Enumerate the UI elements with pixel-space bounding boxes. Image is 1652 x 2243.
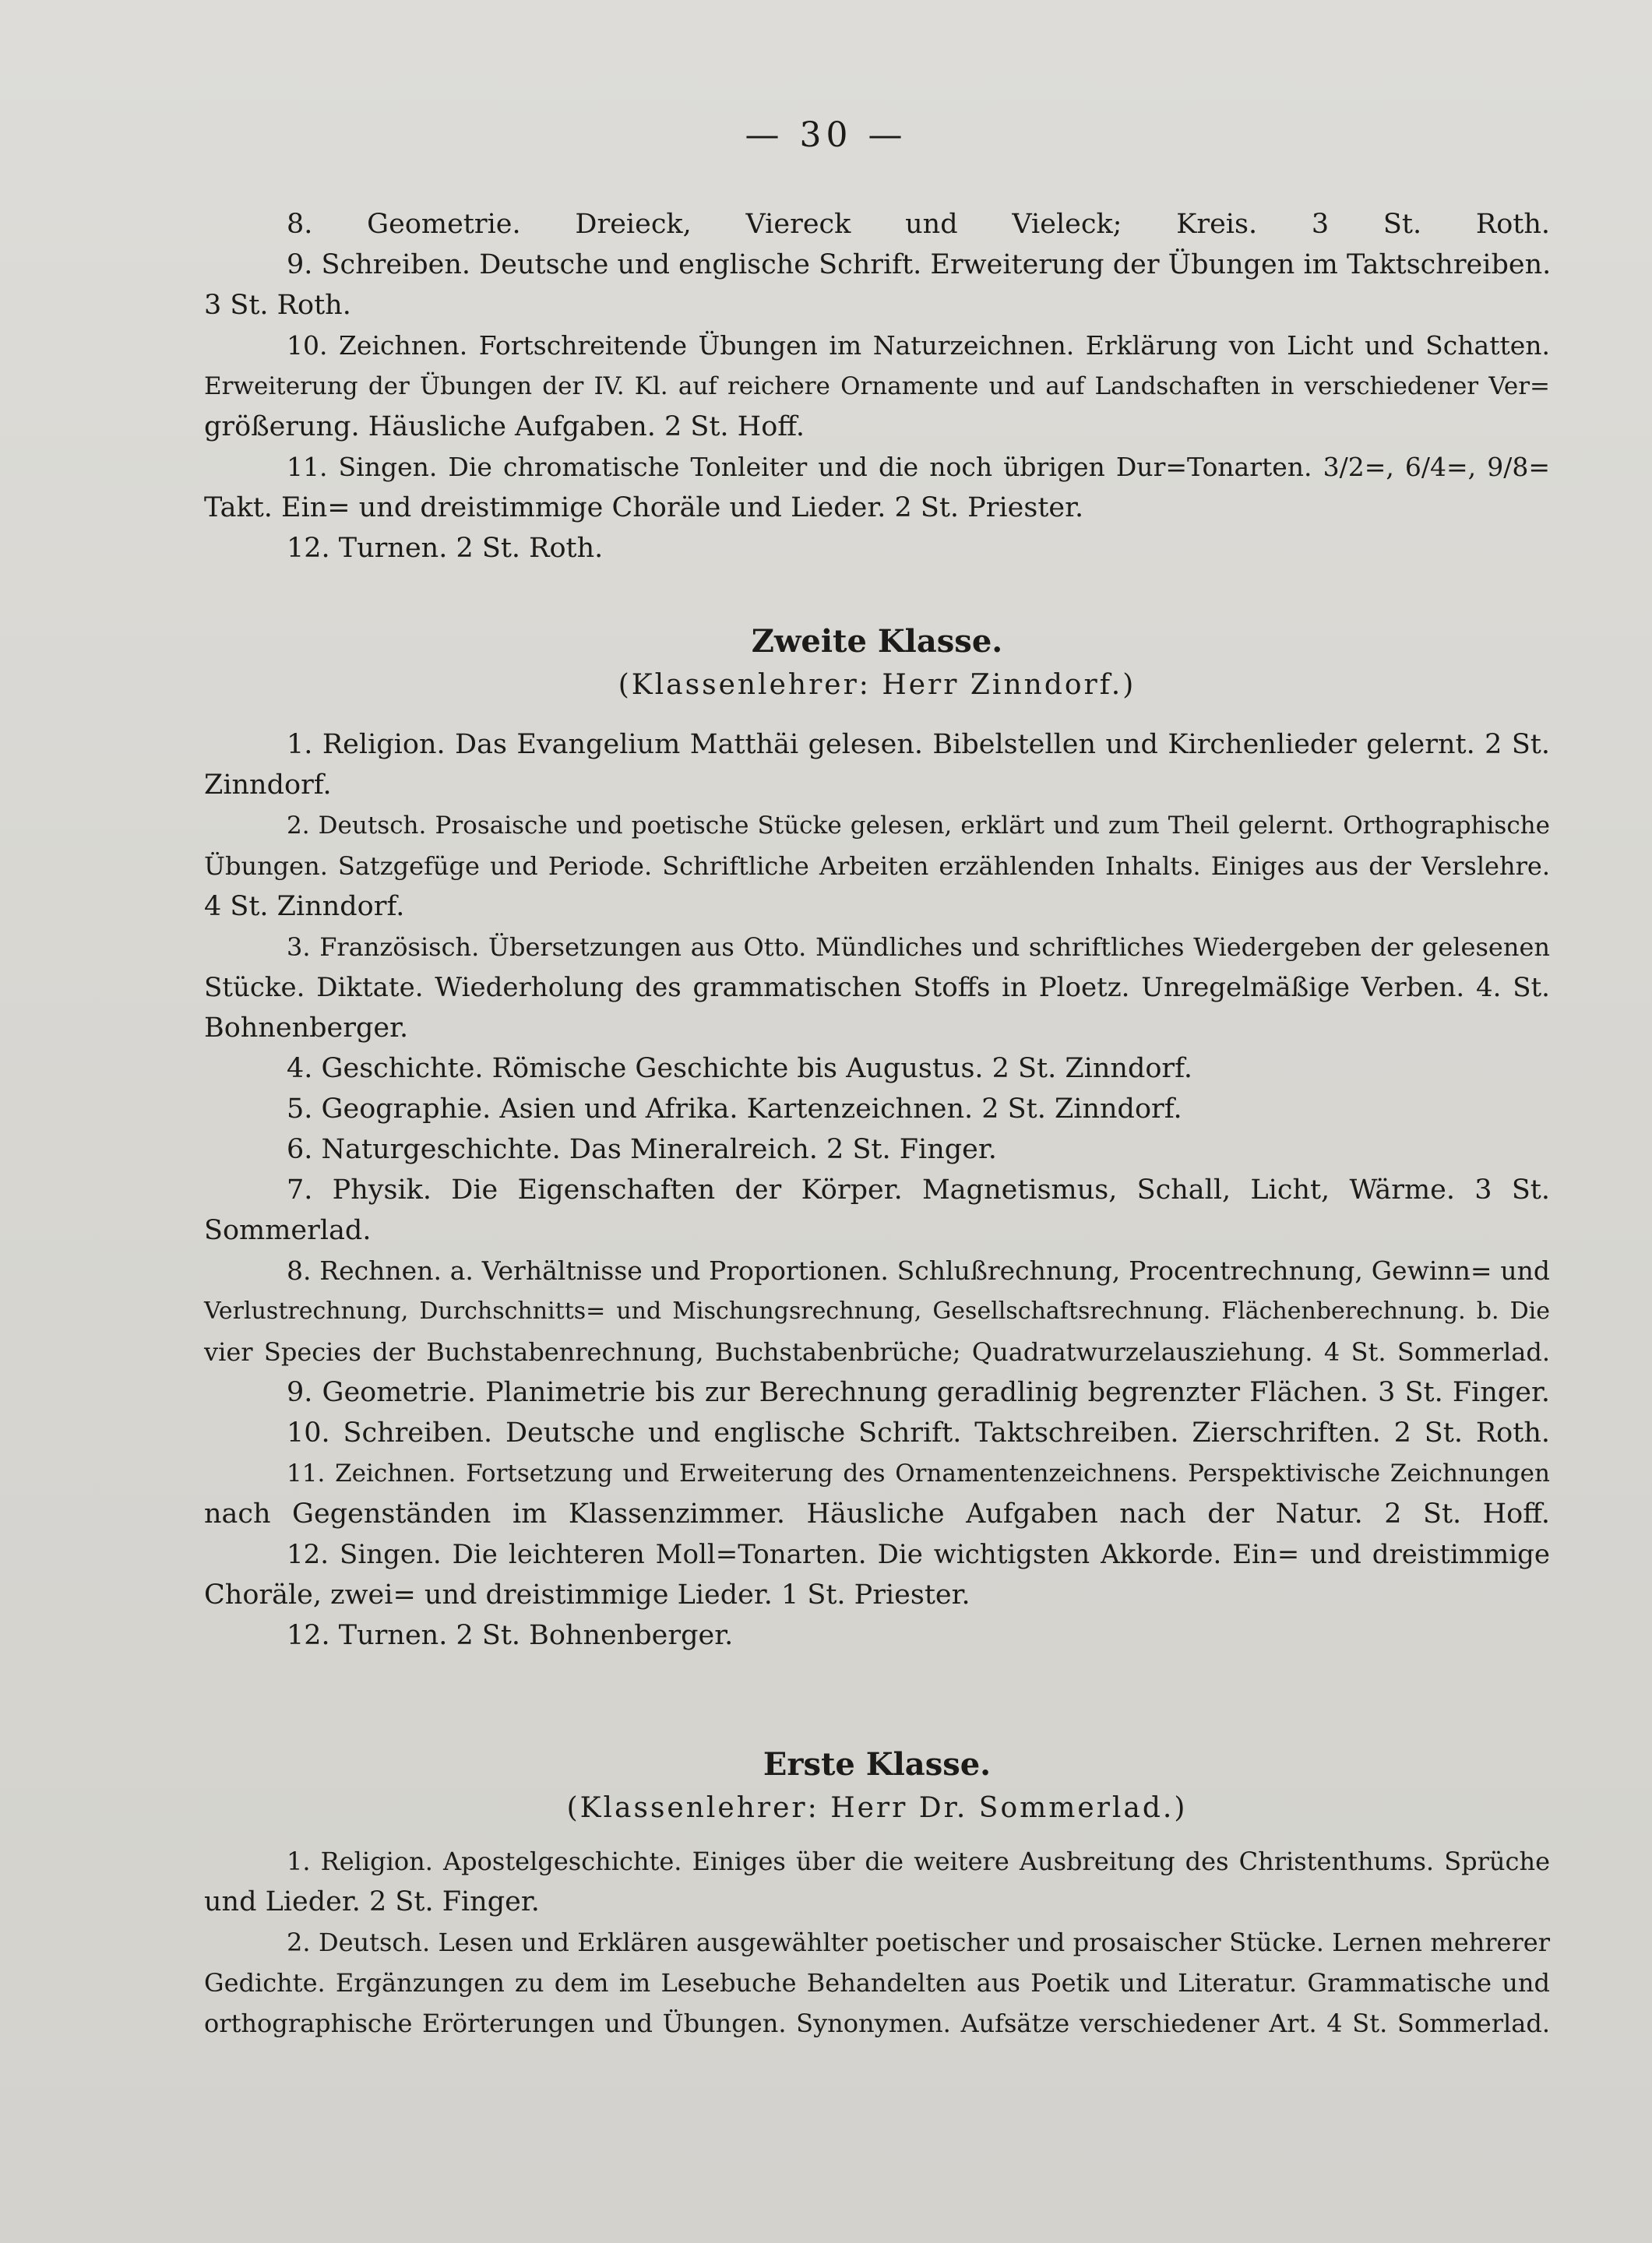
text-line: Stücke. Diktate. Wiederholung des grammatischen Stoffs in Ploetz. Unregelmäßige Verben. 4. St. [204, 972, 1550, 1003]
text-line: 2. Deutsch. Prosaische und poetische Stücke gelesen, erklärt und zum Theil gelernt. Orthographische [287, 812, 1550, 840]
text-line: 6. Naturgeschichte. Das Mineralreich. 2 St. Finger. [287, 1134, 997, 1165]
text-line: Takt. Ein= und dreistimmige Choräle und Lieder. 2 St. Priester. [204, 492, 1084, 523]
text-line: 12. Turnen. 2 St. Roth. [287, 533, 604, 564]
page-number: — 30 — [745, 115, 907, 155]
text-line: Übungen. Satzgefüge und Periode. Schriftliche Arbeiten erzählenden Inhalts. Einiges aus der Verslehre. [204, 851, 1550, 881]
text-line: 7. Physik. Die Eigenschaften der Körper. Magnetismus, Schall, Licht, Wärme. 3 St. [287, 1174, 1550, 1206]
text-line: 11. Singen. Die chromatische Tonleiter und die noch übrigen Dur=Tonarten. 3/2=, 6/4=, 9/8= [287, 452, 1550, 482]
text-line: und Lieder. 2 St. Finger. [204, 1886, 540, 1917]
text-line: 12. Singen. Die leichteren Moll=Tonarten. Die wichtigsten Akkorde. Ein= und dreistimmige [287, 1539, 1550, 1570]
text-line: orthographische Erörterungen und Übungen. Synonymen. Aufsätze verschiedener Art. 4 St. Sommerlad. [204, 2009, 1550, 2038]
text-line: Erweiterung der Übungen der IV. Kl. auf reichere Ornamente und auf Landschaften in verschiedener Ver= [204, 372, 1550, 400]
text-line: Verlustrechnung, Durchschnitts= und Mischungsrechnung, Gesellschaftsrechnung. Flächenberechnung. b. Die [204, 1298, 1550, 1325]
text-line: Gedichte. Ergänzungen zu dem im Lesebuche Behandelten aus Poetik und Literatur. Grammatische und [204, 1968, 1550, 1998]
text-line: größerung. Häusliche Aufgaben. 2 St. Hoff. [204, 411, 805, 442]
text-line: 9. Geometrie. Planimetrie bis zur Berechnung geradlinig begrenzter Flächen. 3 St. Finger. [287, 1377, 1550, 1408]
text-line: 1. Religion. Apostelgeschichte. Einiges über die weitere Ausbreitung des Christenthums. Sprüche [287, 1847, 1550, 1876]
text-line: 10. Zeichnen. Fortschreitende Übungen im Naturzeichnen. Erklärung von Licht und Schatten. [287, 330, 1550, 361]
text-line: 12. Turnen. 2 St. Bohnenberger. [287, 1620, 734, 1651]
text-line: 8. Rechnen. a. Verhältnisse und Proportionen. Schlußrechnung, Procentrechnung, Gewinn= und [287, 1255, 1550, 1286]
section-subheading: (Klassenlehrer: Herr Dr. Sommerlad.) [566, 1792, 1188, 1824]
text-line: 4. Geschichte. Römische Geschichte bis Augustus. 2 St. Zinndorf. [287, 1053, 1192, 1084]
text-line: 4 St. Zinndorf. [204, 891, 405, 922]
text-line: 2. Deutsch. Lesen und Erklären ausgewählter poetischer und prosaischer Stücke. Lernen mehrerer [287, 1928, 1550, 1957]
text-line: vier Species der Buchstabenrechnung, Buchstabenbrüche; Quadratwurzelausziehung. 4 St. Sommerlad. [204, 1337, 1550, 1367]
text-line: 3. Französisch. Übersetzungen aus Otto. Mündliches und schriftliches Wiedergeben der gelesenen [287, 932, 1550, 962]
section-heading: Erste Klasse. [763, 1746, 992, 1783]
section-heading: Zweite Klasse. [751, 623, 1003, 660]
text-line: 3 St. Roth. [204, 290, 351, 321]
text-line: 10. Schreiben. Deutsche und englische Schrift. Taktschreiben. Zierschriften. 2 St. Roth. [287, 1417, 1550, 1449]
section-erste-klasse [204, 1743, 1550, 2044]
text-line: Sommerlad. [204, 1215, 372, 1246]
section-subheading: (Klassenlehrer: Herr Zinndorf.) [618, 669, 1136, 701]
text-line: 5. Geographie. Asien und Afrika. Kartenzeichnen. 2 St. Zinndorf. [287, 1093, 1182, 1125]
text-line: 8. Geometrie. Dreieck, Viereck und Vieleck; Kreis. 3 St. Roth. [287, 209, 1550, 240]
text-line: Choräle, zwei= und dreistimmige Lieder. 1 St. Priester. [204, 1579, 970, 1611]
text-line: 9. Schreiben. Deutsche und englische Schrift. Erweiterung der Übungen im Taktschreiben. [287, 249, 1552, 280]
text-line: Zinndorf. [204, 769, 332, 801]
text-line: 1. Religion. Das Evangelium Matthäi gelesen. Bibelstellen und Kirchenlieder gelernt. 2 St. [287, 729, 1550, 760]
text-line: Bohnenberger. [204, 1012, 409, 1044]
text-line: 11. Zeichnen. Fortsetzung und Erweiterung des Ornamentenzeichnens. Perspektivische Zeichnungen [287, 1460, 1550, 1488]
text-line: nach Gegenständen im Klassenzimmer. Häusliche Aufgaben nach der Natur. 2 St. Hoff. [204, 1498, 1550, 1530]
section-zweite-klasse [204, 620, 1550, 1656]
section-top [204, 204, 1550, 569]
